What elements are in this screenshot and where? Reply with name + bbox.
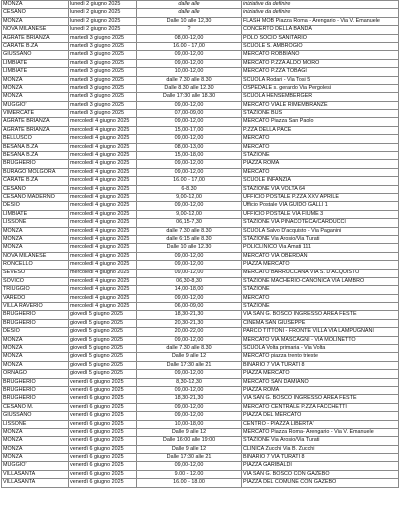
table-row	[2, 353, 399, 361]
city-cell: MONZA	[2, 454, 69, 462]
table-row	[2, 1, 399, 9]
time-cell: 09,00-12,00	[137, 261, 242, 269]
place-cell: PIAZZA MERCATO	[242, 261, 399, 269]
time-cell: 09,00-12,00	[137, 370, 242, 378]
date-cell: mercoledì 4 giugno 2025	[69, 118, 137, 126]
place-cell: STAZIONE Via Arosio/Via Turati	[242, 437, 399, 445]
place-cell: MERCATO piazza trento trieste	[242, 353, 399, 361]
table-row	[2, 227, 399, 235]
city-cell: DESIO	[2, 202, 69, 210]
time-cell: 09,00-12,00	[137, 386, 242, 394]
time-cell: 09,00-12,00	[137, 336, 242, 344]
time-cell: 06,30-8,30	[137, 277, 242, 285]
time-cell: 09,00-12,00	[137, 135, 242, 143]
city-cell: GIUSSANO	[2, 412, 69, 420]
table-row	[2, 126, 399, 134]
place-cell: VIA SAN G. BOSCO CON GAZEBO	[242, 470, 399, 478]
time-cell: dalle 7.30 alle 8.30	[137, 345, 242, 353]
date-cell: mercoledì 4 giugno 2025	[69, 143, 137, 151]
date-cell: mercoledì 4 giugno 2025	[69, 235, 137, 243]
city-cell: MONZA	[2, 84, 69, 92]
place-cell: PARCO TITTONI - FRONTE VILLA VIA LAMPUGNANI	[242, 328, 399, 336]
time-cell: Dalle 9 alle 12	[137, 353, 242, 361]
place-cell: PIAZZA ROMA	[242, 386, 399, 394]
place-cell: CINEMA SAN GIUSEPPE	[242, 319, 399, 327]
place-cell: MERCATO VIALE RIMEMBRANZE	[242, 101, 399, 109]
place-cell: POLO SOCIO SANITARIO	[242, 34, 399, 42]
date-cell: martedì 3 giugno 2025	[69, 76, 137, 84]
time-cell: dalle alle	[137, 1, 242, 9]
table-row	[2, 328, 399, 336]
city-cell: DESIO	[2, 328, 69, 336]
place-cell: MERCATO BARRUCCANA VIA S. D'ACQUISTO	[242, 269, 399, 277]
date-cell: venerdì 6 giugno 2025	[69, 386, 137, 394]
place-cell: BINARIO 7 VIA TURATI 8	[242, 361, 399, 369]
city-cell: TRIUGGIO	[2, 286, 69, 294]
place-cell: CLINICA Zucchi Via B. Zucchi	[242, 445, 399, 453]
city-cell: MONZA	[2, 93, 69, 101]
table-row	[2, 261, 399, 269]
time-cell: dalle 6:15 alle 8.30	[137, 235, 242, 243]
city-cell: MONZA	[2, 445, 69, 453]
city-cell: CESANO M.	[2, 403, 69, 411]
city-cell: CESANO MADERNO	[2, 193, 69, 201]
place-cell: MERCATO	[242, 143, 399, 151]
place-cell: CENTRO - PIAZZA LIBERTA'	[242, 420, 399, 428]
time-cell: 09,00-12,00	[137, 118, 242, 126]
time-cell: 06,00-09,00	[137, 303, 242, 311]
time-cell: 09,00-12,00	[137, 412, 242, 420]
table-row	[2, 319, 399, 327]
place-cell: UFFICIO POSTALE VIA FIUME 3	[242, 210, 399, 218]
time-cell: dalle 7.30 alle 8.30	[137, 76, 242, 84]
place-cell: MERCATO CENTRALE P.ZZA FACCHETTI	[242, 403, 399, 411]
place-cell: SCUOLE INFANZIA	[242, 177, 399, 185]
place-cell: OSPEDALE s. gerardo Via Pergolesi	[242, 84, 399, 92]
date-cell: lunedì 2 giugno 2025	[69, 9, 137, 17]
place-cell: PIAZZA MERCATO	[242, 370, 399, 378]
table-row	[2, 294, 399, 302]
time-cell: 09,00-12,00	[137, 59, 242, 67]
date-cell: mercoledì 4 giugno 2025	[69, 202, 137, 210]
date-cell: giovedì 5 giugno 2025	[69, 345, 137, 353]
place-cell: P.ZZA DELLA PACE	[242, 126, 399, 134]
time-cell: Dalle 10 alle 12,30	[137, 17, 242, 25]
city-cell: CESANO	[2, 185, 69, 193]
place-cell: MERCATO	[242, 294, 399, 302]
time-cell: 18,30-21,30	[137, 395, 242, 403]
table-row	[2, 235, 399, 243]
city-cell: BRUGHERIO	[2, 311, 69, 319]
time-cell: Dalle 9 alle 12	[137, 428, 242, 436]
city-cell: CARATE B.ZA	[2, 177, 69, 185]
table-row	[2, 403, 399, 411]
table-row	[2, 378, 399, 386]
time-cell: 15,00-18,00	[137, 152, 242, 160]
time-cell: Dalle 17:30 alle 18.30	[137, 93, 242, 101]
time-cell: 09,00-12,00	[137, 202, 242, 210]
table-row	[2, 101, 399, 109]
city-cell: NOVA MILANESE	[2, 26, 69, 34]
city-cell: CARATE B.ZA	[2, 42, 69, 50]
table-row	[2, 445, 399, 453]
date-cell: mercoledì 4 giugno 2025	[69, 219, 137, 227]
city-cell: LIMBIATE	[2, 68, 69, 76]
place-cell: MERCATO P.ZZA ALDO MORO	[242, 59, 399, 67]
time-cell: 09,00-12,00	[137, 51, 242, 59]
table-row	[2, 210, 399, 218]
date-cell: mercoledì 4 giugno 2025	[69, 177, 137, 185]
city-cell: MONZA	[2, 336, 69, 344]
date-cell: mercoledì 4 giugno 2025	[69, 160, 137, 168]
table-row	[2, 454, 399, 462]
place-cell: Ufficio Postale VIA GUIDO GALLI 1	[242, 202, 399, 210]
date-cell: venerdì 6 giugno 2025	[69, 437, 137, 445]
date-cell: martedì 3 giugno 2025	[69, 51, 137, 59]
date-cell: venerdì 6 giugno 2025	[69, 395, 137, 403]
table-row	[2, 76, 399, 84]
place-cell: STAZIONE	[242, 303, 399, 311]
table-row	[2, 26, 399, 34]
time-cell: 09,00-12,00	[137, 160, 242, 168]
city-cell: MONZA	[2, 1, 69, 9]
date-cell: martedì 3 giugno 2025	[69, 110, 137, 118]
place-cell: iniziative da definire	[242, 1, 399, 9]
place-cell: STAZIONE VIA PINACOTECA/CARDUCCI	[242, 219, 399, 227]
city-cell: BRUGHERIO	[2, 160, 69, 168]
table-row	[2, 420, 399, 428]
city-cell: SOVICO	[2, 277, 69, 285]
table-row	[2, 336, 399, 344]
place-cell: SCUOLA Rodari - Via Tosi 5	[242, 76, 399, 84]
date-cell: venerdì 6 giugno 2025	[69, 479, 137, 487]
city-cell: SEVESO	[2, 269, 69, 277]
table-row	[2, 470, 399, 478]
place-cell: PIAZZA ROMA	[242, 160, 399, 168]
date-cell: giovedì 5 giugno 2025	[69, 370, 137, 378]
table-row	[2, 370, 399, 378]
table-row	[2, 185, 399, 193]
table-row	[2, 462, 399, 470]
date-cell: venerdì 6 giugno 2025	[69, 378, 137, 386]
table-row	[2, 303, 399, 311]
city-cell: MONZA	[2, 428, 69, 436]
date-cell: mercoledì 4 giugno 2025	[69, 227, 137, 235]
time-cell: dalle 7.30 alle 8.30	[137, 227, 242, 235]
place-cell: MERCATO	[242, 135, 399, 143]
city-cell: AGRATE BRIANZA	[2, 34, 69, 42]
time-cell: 08,00-13,00	[137, 143, 242, 151]
table-row	[2, 219, 399, 227]
table-row	[2, 177, 399, 185]
place-cell: CONCERTO DELLA BANDA	[242, 26, 399, 34]
date-cell: giovedì 5 giugno 2025	[69, 353, 137, 361]
place-cell: iniziative da definire	[242, 9, 399, 17]
place-cell: FLASH MOB Piazza Roma - Arengario - Via V. Emanuele	[242, 17, 399, 25]
place-cell: PIAZZA DEL MERCATO	[242, 412, 399, 420]
date-cell: giovedì 5 giugno 2025	[69, 311, 137, 319]
time-cell: 09,00-12,00	[137, 168, 242, 176]
time-cell: 09,00-12,00	[137, 294, 242, 302]
date-cell: mercoledì 4 giugno 2025	[69, 126, 137, 134]
time-cell: Dalle 8.30 alle 12.30	[137, 84, 242, 92]
place-cell: STAZIONE	[242, 152, 399, 160]
date-cell: mercoledì 4 giugno 2025	[69, 261, 137, 269]
city-cell: MONZA	[2, 361, 69, 369]
table-row	[2, 84, 399, 92]
city-cell: LIMBIATE	[2, 210, 69, 218]
date-cell: giovedì 5 giugno 2025	[69, 319, 137, 327]
time-cell: Dalle 17:30 alle 21	[137, 454, 242, 462]
city-cell: BESANA B.ZA	[2, 152, 69, 160]
date-cell: martedì 3 giugno 2025	[69, 101, 137, 109]
city-cell: BRUGHERIO	[2, 319, 69, 327]
place-cell: MERCATO VIA OBERDAN	[242, 252, 399, 260]
date-cell: mercoledì 4 giugno 2025	[69, 303, 137, 311]
date-cell: lunedì 2 giugno 2025	[69, 1, 137, 9]
city-cell: AGRATE BRIANZA	[2, 126, 69, 134]
time-cell: dalle alle	[137, 9, 242, 17]
time-cell: 07,00-09,00	[137, 110, 242, 118]
city-cell: MONZA	[2, 227, 69, 235]
time-cell: 9,00-12,00	[137, 210, 242, 218]
city-cell: MONZA	[2, 437, 69, 445]
time-cell: Dalle 16:00 alle 19:00	[137, 437, 242, 445]
place-cell: STAZIONE BUS	[242, 110, 399, 118]
date-cell: mercoledì 4 giugno 2025	[69, 294, 137, 302]
table-row	[2, 118, 399, 126]
time-cell: 18,30-21,30	[137, 311, 242, 319]
time-cell: Dalle 17:30 alle 21	[137, 361, 242, 369]
table-row	[2, 395, 399, 403]
place-cell: PIAZZA GARIBALDI	[242, 462, 399, 470]
date-cell: mercoledì 4 giugno 2025	[69, 252, 137, 260]
table-row	[2, 311, 399, 319]
city-cell: MONZA	[2, 17, 69, 25]
place-cell: STAZIONE MACHERIO-CANONICA VIA LAMBRO	[242, 277, 399, 285]
time-cell: 09,00-12,00	[137, 269, 242, 277]
city-cell: BRUGHERIO	[2, 395, 69, 403]
place-cell: MERCATO SAN DAMIANO	[242, 378, 399, 386]
place-cell: MERCATO	[242, 168, 399, 176]
time-cell: 08,00-12,00	[137, 34, 242, 42]
place-cell: MERCATO Piazza Roma- Arengario - Via V. Emanuele	[242, 428, 399, 436]
place-cell: PIAZZA DEL COMUNE CON GAZEBO	[242, 479, 399, 487]
date-cell: venerdì 6 giugno 2025	[69, 428, 137, 436]
time-cell: ?	[137, 26, 242, 34]
place-cell: SCUOLA Salvo D'acquisto - Via Paganini	[242, 227, 399, 235]
place-cell: VIA SAN G. BOSCO INGRESSO AREA FESTE	[242, 311, 399, 319]
time-cell: 10,00-18,00	[137, 420, 242, 428]
events-table-body	[2, 1, 399, 488]
events-table	[1, 0, 399, 488]
city-cell: LIMBIATE	[2, 59, 69, 67]
table-row	[2, 286, 399, 294]
table-row	[2, 386, 399, 394]
table-row	[2, 68, 399, 76]
date-cell: martedì 3 giugno 2025	[69, 93, 137, 101]
table-row	[2, 143, 399, 151]
time-cell: 20,30-21,30	[137, 319, 242, 327]
table-row	[2, 59, 399, 67]
date-cell: mercoledì 4 giugno 2025	[69, 152, 137, 160]
date-cell: mercoledì 4 giugno 2025	[69, 193, 137, 201]
date-cell: mercoledì 4 giugno 2025	[69, 185, 137, 193]
date-cell: mercoledì 4 giugno 2025	[69, 168, 137, 176]
time-cell: 9,00-12,00	[137, 193, 242, 201]
place-cell: STAZIONE VIA VOLTA 64	[242, 185, 399, 193]
date-cell: martedì 3 giugno 2025	[69, 59, 137, 67]
place-cell: VIA SAN G. BOSCO INGRESSO AREA FESTE	[242, 395, 399, 403]
city-cell: MONZA	[2, 353, 69, 361]
table-row	[2, 361, 399, 369]
time-cell: 9.00 - 12.00	[137, 470, 242, 478]
city-cell: BRUGHERIO	[2, 386, 69, 394]
place-cell: UFFICIO POSTALE P.ZZA XXV APRILE	[242, 193, 399, 201]
place-cell: STAZIONE Via Arosio/Via Turati	[242, 235, 399, 243]
time-cell: 8,30-12,30	[137, 378, 242, 386]
city-cell: BESANA B.ZA	[2, 143, 69, 151]
place-cell: STAZIONE	[242, 286, 399, 294]
table-row	[2, 168, 399, 176]
table-row	[2, 252, 399, 260]
table-row	[2, 412, 399, 420]
table-row	[2, 193, 399, 201]
city-cell: BRUGHERIO	[2, 378, 69, 386]
time-cell: 09,00-12,00	[137, 252, 242, 260]
city-cell: BURAGO MOLGORA	[2, 168, 69, 176]
city-cell: VILLASANTA	[2, 479, 69, 487]
city-cell: MONZA	[2, 76, 69, 84]
date-cell: venerdì 6 giugno 2025	[69, 412, 137, 420]
date-cell: martedì 3 giugno 2025	[69, 42, 137, 50]
table-row	[2, 437, 399, 445]
place-cell: MERCATO VIA MASCAGNI - VIA MOLINETTO	[242, 336, 399, 344]
date-cell: martedì 3 giugno 2025	[69, 68, 137, 76]
date-cell: mercoledì 4 giugno 2025	[69, 286, 137, 294]
place-cell: POLICLINICO Via Amati 111	[242, 244, 399, 252]
time-cell: 10,00-12,00	[137, 68, 242, 76]
table-row	[2, 244, 399, 252]
table-row	[2, 17, 399, 25]
time-cell: 6-8.30	[137, 185, 242, 193]
date-cell: giovedì 5 giugno 2025	[69, 336, 137, 344]
date-cell: mercoledì 4 giugno 2025	[69, 244, 137, 252]
city-cell: VAREDO	[2, 294, 69, 302]
city-cell: MONZA	[2, 244, 69, 252]
date-cell: venerdì 6 giugno 2025	[69, 462, 137, 470]
city-cell: LISSONE	[2, 420, 69, 428]
time-cell: 16.00 - 17,00	[137, 42, 242, 50]
table-row	[2, 277, 399, 285]
date-cell: giovedì 5 giugno 2025	[69, 328, 137, 336]
time-cell: Dalle 9 alle 12	[137, 445, 242, 453]
table-row	[2, 93, 399, 101]
time-cell: 14,00-18,00	[137, 286, 242, 294]
time-cell: 20,00-22,00	[137, 328, 242, 336]
table-row	[2, 202, 399, 210]
city-cell: MUGGIO'	[2, 101, 69, 109]
date-cell: martedì 3 giugno 2025	[69, 84, 137, 92]
date-cell: venerdì 6 giugno 2025	[69, 470, 137, 478]
date-cell: venerdì 6 giugno 2025	[69, 420, 137, 428]
time-cell: 16.00 - 17,00	[137, 177, 242, 185]
date-cell: lunedì 2 giugno 2025	[69, 26, 137, 34]
place-cell: SCUOLA Volta primaria - Via Volta	[242, 345, 399, 353]
time-cell: 09,00-12,00	[137, 403, 242, 411]
place-cell: MERCATO ROBBIANO	[242, 51, 399, 59]
date-cell: venerdì 6 giugno 2025	[69, 403, 137, 411]
city-cell: MONZA	[2, 235, 69, 243]
date-cell: mercoledì 4 giugno 2025	[69, 269, 137, 277]
table-row	[2, 160, 399, 168]
date-cell: lunedì 2 giugno 2025	[69, 17, 137, 25]
table-row	[2, 152, 399, 160]
table-row	[2, 345, 399, 353]
time-cell: 15,00-17,00	[137, 126, 242, 134]
table-row	[2, 110, 399, 118]
time-cell: 16.00 - 18.00	[137, 479, 242, 487]
city-cell: AGRATE BRIANZA	[2, 118, 69, 126]
time-cell: 09,00-12,00	[137, 462, 242, 470]
place-cell: SCUOLE S. AMBROGIO	[242, 42, 399, 50]
table-row	[2, 42, 399, 50]
table-row	[2, 269, 399, 277]
place-cell: MERCATO Piazza San Paolo	[242, 118, 399, 126]
city-cell: NOVA MILANESE	[2, 252, 69, 260]
city-cell: LISSONE	[2, 219, 69, 227]
table-row	[2, 51, 399, 59]
city-cell: VIMERCATE	[2, 110, 69, 118]
date-cell: venerdì 6 giugno 2025	[69, 454, 137, 462]
city-cell: MONZA	[2, 345, 69, 353]
date-cell: mercoledì 4 giugno 2025	[69, 277, 137, 285]
date-cell: mercoledì 4 giugno 2025	[69, 135, 137, 143]
time-cell: 06,15-7,30	[137, 219, 242, 227]
place-cell: SCUOLA HENSEMBERGER	[242, 93, 399, 101]
date-cell: martedì 3 giugno 2025	[69, 34, 137, 42]
city-cell: GIUSSANO	[2, 51, 69, 59]
time-cell: Dalle 10 alle 12.30	[137, 244, 242, 252]
table-row	[2, 135, 399, 143]
city-cell: VILLASANTA	[2, 470, 69, 478]
date-cell: venerdì 6 giugno 2025	[69, 445, 137, 453]
table-row	[2, 479, 399, 487]
city-cell: RONCELLO	[2, 261, 69, 269]
city-cell: BELLUSCO	[2, 135, 69, 143]
time-cell: 09,00-12,00	[137, 101, 242, 109]
table-row	[2, 428, 399, 436]
city-cell: CESANO	[2, 9, 69, 17]
place-cell: BINARIO 7 VIA TURATI 8	[242, 454, 399, 462]
table-row	[2, 34, 399, 42]
place-cell: MERCATO P.ZZA TOBAGI	[242, 68, 399, 76]
table-row	[2, 9, 399, 17]
date-cell: mercoledì 4 giugno 2025	[69, 210, 137, 218]
city-cell: VILLA RAVERIO	[2, 303, 69, 311]
date-cell: giovedì 5 giugno 2025	[69, 361, 137, 369]
city-cell: ORNAGO	[2, 370, 69, 378]
city-cell: MUGGIO'	[2, 462, 69, 470]
